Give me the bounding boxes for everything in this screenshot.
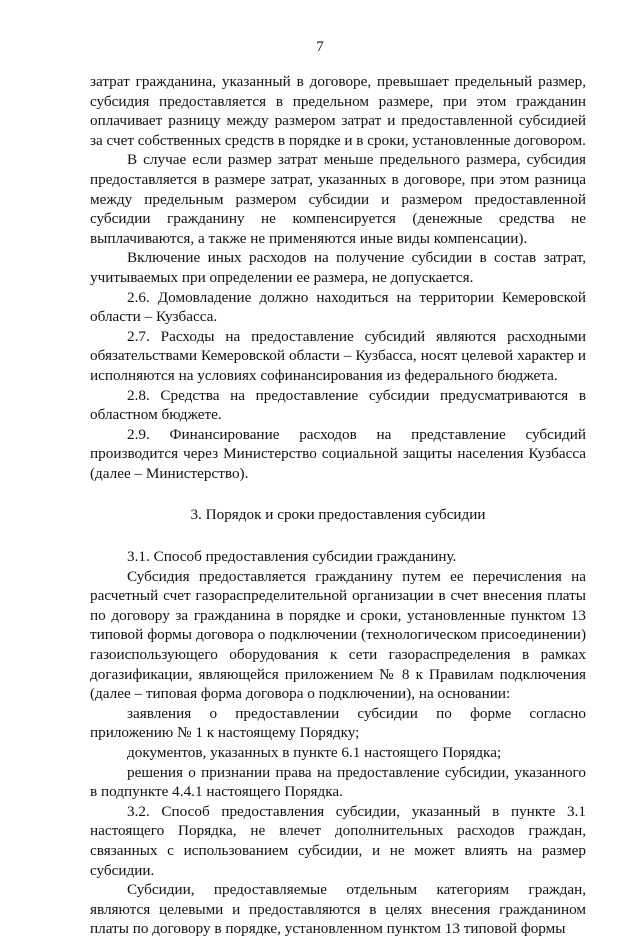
paragraph: 2.8. Средства на предоставление субсидии предусматриваются в областном бюджете. [90,386,586,424]
paragraph: В случае если размер затрат меньше предельного размера, субсидия предоставляется в размере затрат, указанных в договоре, при этом разница между предельным размером субсидии и размером предоставленной субсидии гражданину не компенсируется (денежные средства не выплачиваются, а также не применяются иные виды компенсации). [90,151,586,247]
paragraph: Субсидия предоставляется гражданину путем ее перечисления на расчетный счет газораспределительной организации в счет внесения платы по договору за гражданина в порядке и сроки, установленные пунктом 13 типовой формы договора о подключении (технологическом присоединении) газоиспользующего оборудования к сети газораспределения в рамках догазификации, являющейся приложением № 8 к Правилам подключения (далее – типовая форма договора о подключении), на основании: [90,567,586,703]
paragraph: 2.6. Домовладение должно находиться на территории Кемеровской области – Кузбасса. [90,288,586,326]
document-body [90,72,586,939]
paragraph: 3.1. Способ предоставления субсидии гражданину. [127,548,457,566]
paragraph: Субсидии, предоставляемые отдельным категориям граждан, являются целевыми и предоставляются в целях внесения гражданином платы по договору в порядке, установленном пунктом 13 типовой формы [90,881,586,938]
page-number: 7 [316,39,324,55]
paragraph: решения о признании права на предоставление субсидии, указанного в подпункте 4.4.1 настоящего Порядка. [90,763,586,801]
paragraph: 2.7. Расходы на предоставление субсидий являются расходными обязательствами Кемеровской области – Кузбасса, носят целевой характер и исполняются на условиях софинансирования из федерального бюджета. [90,327,586,384]
paragraph: 2.9. Финансирование расходов на представление субсидий производится через Министерство социальной защиты населения Кузбасса (далее – Министерство). [90,425,586,482]
paragraph: заявления о предоставлении субсидии по форме согласно приложению № 1 к настоящему Порядку; [90,704,586,742]
paragraph: затрат гражданина, указанный в договоре, превышает предельный размер, субсидия предоставляется в предельном размере, при этом гражданин оплачивает разницу между размером затрат и предоставленной субсидией за счет собственных средств в порядке и в сроки, установленные договором. [90,73,586,149]
paragraph: 3.2. Способ предоставления субсидии, указанный в пункте 3.1 настоящего Порядка, не влечет дополнительных расходов граждан, связанных с использованием субсидии, и не может влиять на размер субсидии. [90,802,586,879]
paragraph: документов, указанных в пункте 6.1 настоящего Порядка; [127,744,502,761]
paragraph: Включение иных расходов на получение субсидии в состав затрат, учитываемых при определении ее размера, не допускается. [90,249,586,286]
section-title: 3. Порядок и сроки предоставления субсидии [190,506,486,524]
